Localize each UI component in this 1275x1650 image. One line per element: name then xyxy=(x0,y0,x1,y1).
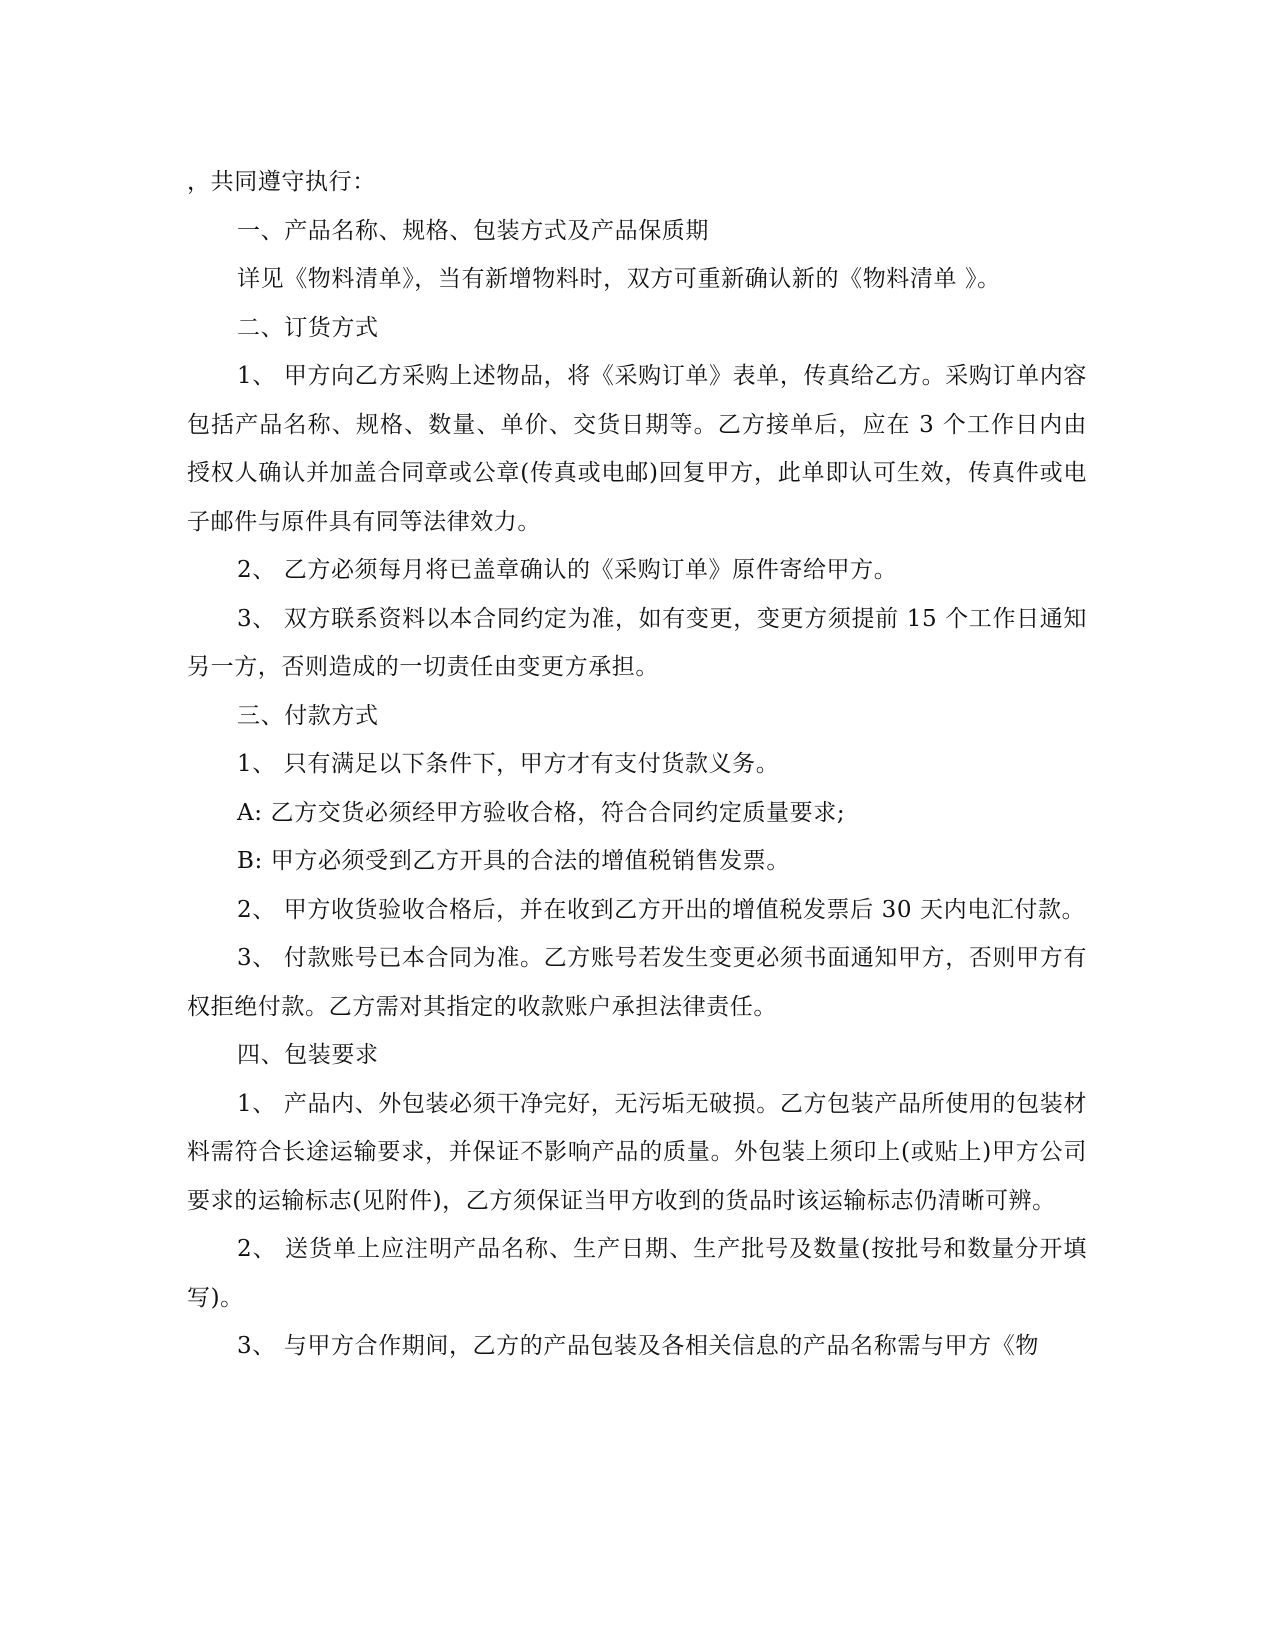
paragraph-opening: ，共同遵守执行： xyxy=(187,169,376,195)
paragraph: 1、 产品内、外包装必须干净完好，无污垢无破损。乙方包装产品所使用的包装材料需符合长途运输要求，并保证不影响产品的质量。外包装上须印上(或贴上)甲方公司要求的运输标志(见附件)，乙方须保证当甲方收到的货品时该运输标志仍清晰可辨。 xyxy=(187,1090,1087,1214)
paragraph: B: 甲方必须受到乙方开具的合法的增值税销售发票。 xyxy=(237,848,790,874)
paragraph: 3、 双方联系资料以本合同约定为准，如有变更，变更方须提前 15 个工作日通知另一方，否则造成的一切责任由变更方承担。 xyxy=(187,605,1087,680)
paragraph: 2、 送货单上应注明产品名称、生产日期、生产批号及数量(按批号和数量分开填写)。 xyxy=(187,1236,1087,1311)
paragraph: 1、 甲方向乙方采购上述物品，将《采购订单》表单，传真给乙方。采购订单内容包括产品名称、规格、数量、单价、交货日期等。乙方接单后，应在 3 个工作日内由授权人确认并加盖合同章或公章(传真或电邮)回复甲方，此单即认可生效，传真件或电子邮件与原件具有同等法律效力。 xyxy=(187,363,1087,535)
paragraph: 3、 付款账号已本合同为准。乙方账号若发生变更必须书面通知甲方，否则甲方有权拒绝付款。乙方需对其指定的收款账户承担法律责任。 xyxy=(187,945,1087,1020)
paragraph: 2、 甲方收货验收合格后，并在收到乙方开出的增值税发票后 30 天内电汇付款。 xyxy=(237,896,1086,923)
section-heading-2: 二、订货方式 xyxy=(237,314,379,341)
section-heading-4: 四、包装要求 xyxy=(237,1042,379,1068)
paragraph: 2、 乙方必须每月将已盖章确认的《采购订单》原件寄给甲方。 xyxy=(237,557,898,583)
document-body xyxy=(187,158,1087,1371)
section-heading-1: 一、产品名称、规格、包装方式及产品保质期 xyxy=(237,217,709,244)
section-heading-3: 三、付款方式 xyxy=(237,702,379,729)
paragraph: 1、 只有满足以下条件下，甲方才有支付货款义务。 xyxy=(237,751,780,777)
paragraph: A: 乙方交货必须经甲方验收合格，符合合同约定质量要求; xyxy=(237,799,846,826)
paragraph: 3、 与甲方合作期间，乙方的产品包装及各相关信息的产品名称需与甲方《物 xyxy=(237,1333,1039,1359)
paragraph: 详见《物料清单》，当有新增物料时，双方可重新确认新的《物料清单 》。 xyxy=(237,266,1001,292)
